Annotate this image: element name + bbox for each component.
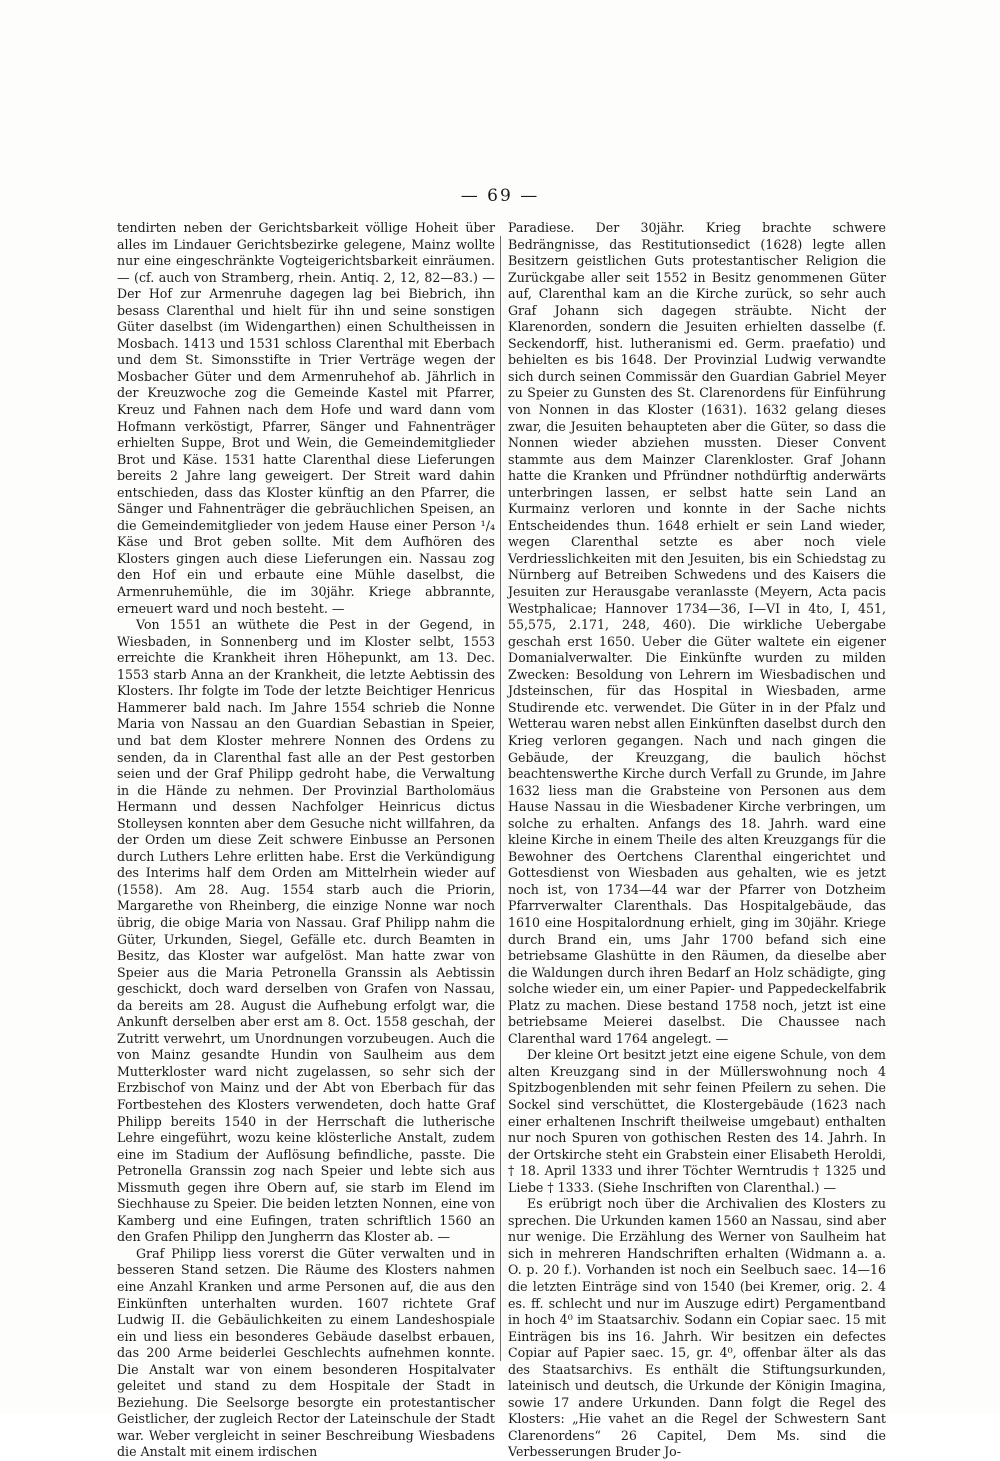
paragraph: Es erübrigt noch über die Archivalien des Klosters zu sprechen. Die Urkunden kamen 1560 an Nassau, sind aber nur wenige. Die Erzählung des Werner von Saulheim hat sich in mehreren Handschriften erhalten (Widmann a. a. O. p. 20 f.). Vorhanden ist noch ein Seelbuch saec. 14—16 die letzten Einträge sind von 1540 (bei Kremer, orig. 2. 4 es. ff. schlecht und nur im Auszuge edirt) Pergamentband in hoch 4⁰ im Staatsarchiv. Sodann ein Copiar saec. 15 mit Einträgen bis ins 16. Jahrh. Wir besitzen ein defectes Copiar auf Papier saec. 15, gr. 4⁰, offenbar älter als das des Staatsarchivs. Es enthält die Stiftungsurkunden, lateinisch und deutsch, die Urkunde der Königin Imagina, sowie 17 andere Urkunden. Dann folgt die Regel des Klosters: „Hie vahet an die Regel der Schwestern Sant Clarenordens“ 26 Capitel, Dem Ms. sind die Verbesserungen Bruder Jo- <box>508 1196 886 1460</box>
left-column <box>117 220 495 1461</box>
paragraph: Von 1551 an wüthete die Pest in der Gegend, in Wiesbaden, in Sonnenberg und im Kloster selbt, 1553 erreichte die Krankheit ihren Höhepunkt, am 13. Dec. 1553 starb Anna an der Krankheit, die letzte Aebtissin des Klosters. Ihr folgte im Tode der letzte Beichtiger Henricus Hammerer bald nach. Im Jahre 1554 schrieb die Nonne Maria von Nassau an den Guardian Sebastian in Speier, und bat dem Kloster mehrere Nonnen des Ordens zu senden, da in Clarenthal fast alle an der Pest gestorben seien und der Graf Philipp gedroht habe, die Verwaltung in die Hände zu nehmen. Der Provinzial Bartholomäus Hermann und dessen Nachfolger Heinricus dictus Stolleysen konnten aber dem Gesuche nicht willfahren, da der Orden um diese Zeit schwere Einbusse an Personen durch Luthers Lehre erlitten habe. Erst die Verkündigung des Interims half dem Orden am Mittelrhein wieder auf (1558). Am 28. Aug. 1554 starb auch die Priorin, Margarethe von Rheinberg, die einzige Nonne war noch übrig, die obige Maria von Nassau. Graf Philipp nahm die Güter, Urkunden, Siegel, Gefälle etc. durch Beamten in Besitz, das Kloster war aufgelöst. Man hatte zwar von Speier aus die Maria Petronella Granssin als Aebtissin geschickt, doch ward derselben von Grafen von Nassau, da bereits am 28. August die Aufhebung erfolgt war, die Ankunft derselben aber erst am 8. Oct. 1558 geschah, der Zutritt verwehrt, um Unordnungen vorzubeugen. Auch die von Mainz gesandte Hundin von Saulheim aus dem Mutterkloster ward nicht zugelassen, so sehr sich der Erzbischof von Mainz und der Abt von Eberbach für das Fortbestehen des Klosters verwendeten, doch hatte Graf Philipp bereits 1540 in der Herrschaft die lutherische Lehre eingeführt, wozu keine klösterliche Anstalt, zudem eine im Stadium der Auflösung befindliche, passte. Die Petronella Granssin zog nach Speier und lebte sich aus Missmuth gegen ihre Obern auf, sie starb im Elend im Siechhause zu Speier. Die beiden letzten Nonnen, eine von Kamberg und eine Eufingen, traten schriftlich 1560 an den Grafen Philipp den Jungherrn das Kloster ab. — <box>117 617 495 1245</box>
paragraph: Graf Philipp liess vorerst die Güter verwalten und in besseren Stand setzen. Die Räume des Klosters nahmen eine Anzahl Kranken und arme Personen auf, die aus den Einkünften unterhalten wurden. 1607 richtete Graf Ludwig II. die Gebäulichkeiten zu einem Landeshospiale ein und liess ein besonderes Gebäude daselbst erbauen, das 200 Arme beiderlei Geschlechts aufnehmen konnte. Die Anstalt war von einem besonderen Hospitalvater geleitet und stand zu dem Hospitale der Stadt in Beziehung. Die Seelsorge besorgte ein protestantischer Geistlicher, der zugleich Rector der Lateinschule der Stadt war. Weber vergleicht in seiner Beschreibung Wiesbadens die Anstalt mit einem irdischen <box>117 1245 495 1460</box>
paragraph: Paradiese. Der 30jähr. Krieg brachte schwere Bedrängnisse, das Restitutionsedict (1628) legte allen Besitzern geistlichen Guts protestantischer Religion die Zurückgabe aller seit 1552 in Besitz genommenen Güter auf, Clarenthal kam an die Kirche zurück, so sehr auch Graf Johann sich dagegen sträubte. Nicht der Klarenorden, sondern die Jesuiten erhielten dasselbe (f. Seckendorff, hist. lutheranismi ed. Germ. praefatio) und behielten es bis 1648. Der Provinzial Ludwig verwandte sich durch seinen Commissär den Guardian Gabriel Meyer zu Speier zu Gunsten des St. Clarenordens für Einführung von Nonnen in das Kloster (1631). 1632 gelang dieses zwar, die Jesuiten behaupteten aber die Güter, so dass die Nonnen wieder abziehen mussten. Dieser Convent stammte aus dem Mainzer Clarenkloster. Graf Johann hatte die Kranken und Pfründner nothdürftig anderwärts unterbringen lassen, er selbst hatte sein Land an Kurmainz verloren und konnte in der Sache nichts Entscheidendes thun. 1648 erhielt er sein Land wieder, wegen Clarenthal setzte es aber noch viele Verdriesslichkeiten mit den Jesuiten, bis ein Schiedstag zu Nürnberg auf Betreiben Schwedens und des Kaisers die Jesuiten zur Herausgabe veranlasste (Meyern, Acta pacis Westphalicae; Hannover 1734—36, I—VI in 4to, I, 451, 55,575, 2.171, 248, 460). Die wirkliche Uebergabe geschah erst 1650. Ueber die Güter waltete ein eigener Domanialverwalter. Die Einkünfte wurden zu milden Zwecken: Besoldung von Lehrern im Wiesbadischen und Jdsteinschen, für das Hospital in Wiesbaden, arme Studirende etc. verwendet. Die Güter in in der Pfalz und Wetterau waren nebst allen Einkünften daselbst durch den Krieg verloren gegangen. Nach und nach gingen die Gebäude, der Kreuzgang, die baulich höchst beachtenswerthe Kirche durch Verfall zu Grunde, im Jahre 1632 liess man die Grabsteine von Personen aus dem Hause Nassau in die Wiesbadener Kirche verbringen, um solche zu erhalten. Anfangs des 18. Jahrh. ward eine kleine Kirche in einem Theile des alten Kreuzgangs für die Bewohner des Oertchens Clarenthal eingerichtet und Gottesdienst von Wiesbaden aus gehalten, wie es jetzt noch ist, von 1734—44 war der Pfarrer von Dotzheim Pfarrverwalter Clarenthals. Das Hospitalgebäude, das 1610 eine Hospitalordnung erhielt, ging im 30jähr. Kriege durch Brand ein, ums Jahr 1700 befand sich eine betriebsame Glashütte in den Räumen, da dieselbe aber die Waldungen durch ihren Bedarf an Holz schädigte, ging solche wieder ein, um einer Papier- und Pappedeckelfabrik Platz zu machen. Diese bestand 1758 noch, jetzt ist eine betriebsame Meierei daselbst. Die Chaussee nach Clarenthal ward 1764 angelegt. — <box>508 220 886 1046</box>
right-column <box>508 220 886 1461</box>
paragraph: tendirten neben der Gerichtsbarkeit völlige Hoheit über alles im Lindauer Gerichtsbezirke gelegene, Mainz wollte nur eine eingeschränkte Vogteigerichtsbarkeit einräumen. — (cf. auch von Stramberg, rhein. Antiq. 2, 12, 82—83.) — Der Hof zur Armenruhe dagegen lag bei Biebrich, ihn besass Clarenthal und hielt für ihn und seine sonstigen Güter daselbst (im Widengarthen) einen Schultheissen in Mosbach. 1413 und 1531 schloss Clarenthal mit Eberbach und dem St. Simonsstifte in Trier Verträge wegen der Mosbacher Güter und dem Armenruhehof ab. Jährlich in der Kreuzwoche zog die Gemeinde Kastel mit Pfarrer, Kreuz und Fahnen nach dem Hofe und ward dann vom Hofmann verköstigt, Pfarrer, Sänger und Fahnenträger erhielten Suppe, Brot und Wein, die Gemeindemitglieder Brot und Käse. 1531 hatte Clarenthal diese Lieferungen bereits 2 Jahre lang geweigert. Der Streit ward dahin entschieden, dass das Kloster künftig an den Pfarrer, die Sänger und Fahnenträger die gebräuchlichen Speisen, an die Gemeindemitglieder von jedem Hause einer Person ¹/₄ Käse und Brot geben sollte. Mit dem Aufhören des Klosters gingen auch diese Lieferungen ein. Nassau zog den Hof ein und erbaute eine Mühle daselbst, die Armenruhemühle, die im 30jähr. Kriege abbrannte, erneuert ward und noch besteht. — <box>117 220 495 616</box>
paragraph: Der kleine Ort besitzt jetzt eine eigene Schule, von dem alten Kreuzgang sind in der Müllerswohnung noch 4 Spitzbogenblenden mit sehr feinen Pfeilern zu sehen. Die Sockel sind verschüttet, die Klostergebäude (1623 nach einer erhaltenen Inschrift theilweise umgebaut) enthalten nur noch Spuren von gothischen Resten des 14. Jahrh. In der Ortskirche steht ein Grabstein einer Elisabeth Heroldi, † 18. April 1333 und ihrer Töchter Werntrudis † 1325 und Liebe † 1333. (Siehe Inschriften von Clarenthal.) — <box>508 1047 886 1195</box>
column-divider <box>500 236 501 1361</box>
page-number: — 69 — <box>460 186 540 206</box>
